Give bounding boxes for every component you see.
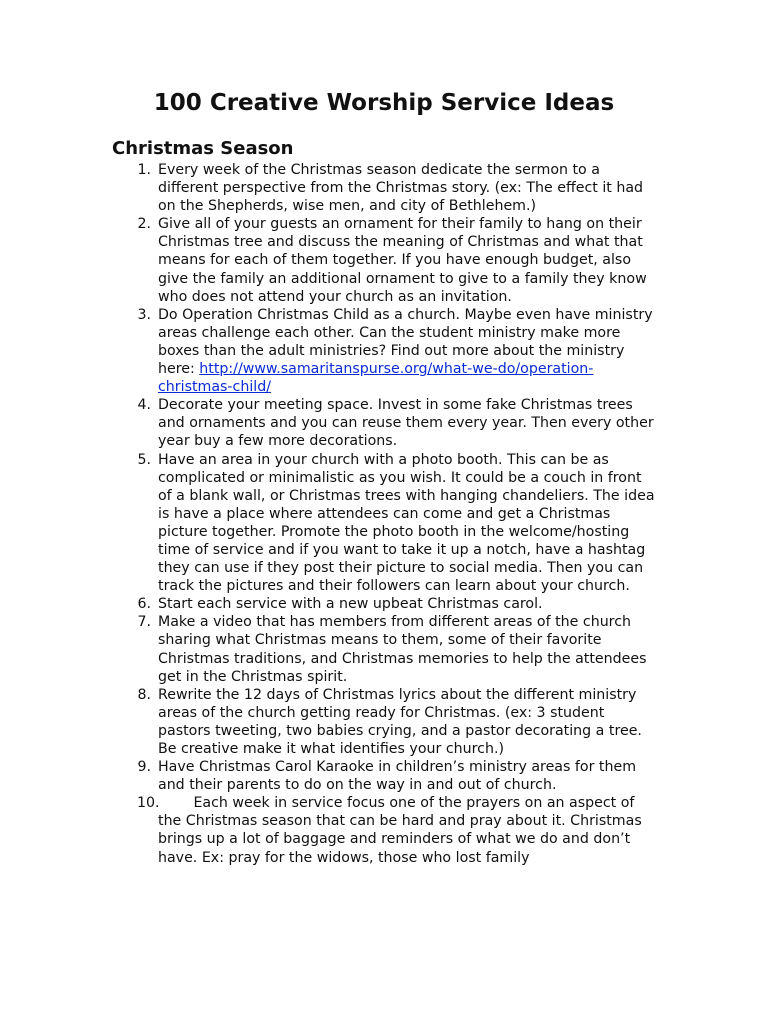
item-text: Every week of the Christmas season dedicate the sermon to a different perspective from the Christmas story. (ex: The effect it had on the Shepherds, wise men, and city of Bethlehem.): [158, 162, 644, 215]
item-number: 6.: [137, 596, 151, 613]
list-item: [0, 758, 658, 794]
item-number: 9.: [137, 759, 151, 776]
list-item: [0, 686, 658, 758]
item-text: Decorate your meeting space. Invest in some fake Christmas trees and ornaments and you can reuse them every year. Then every other year buy a few more decorations.: [158, 397, 654, 450]
item-number: 7.: [137, 614, 151, 631]
item-text: Have an area in your church with a photo booth. This can be as complicated or minimalistic as you wish. It could be a couch in front of a blank wall, or Christmas trees with hanging chandeliers. The idea is have a place where attendees can come and get a Christmas picture together. Promote the photo booth in the welcome/hosting time of service and if you want to take it up a notch, have a hashtag they can use if they post their picture to social media. Then you can track the pictures and their followers can learn about your church.: [158, 451, 655, 595]
item-text: Make a video that has members from different areas of the church sharing what Christmas means to them, some of their favorite Christmas traditions, and Christmas memories to help the attendees get in the Christmas spirit.: [158, 614, 647, 685]
list-item: [0, 794, 658, 866]
item-number: 4.: [137, 397, 151, 414]
item-text-body: Each week in service focus one of the prayers on an aspect of the Christmas season that can be hard and pray about it. Christmas brings up a lot of baggage and reminders of what we do and don’t have. Ex: pray for the widows, those who lost family: [158, 795, 642, 866]
item-number: 1.: [137, 162, 151, 178]
list-item: [0, 595, 658, 613]
samaritans-purse-link[interactable]: http://www.samaritanspurse.org/what-we-do/operation-christmas-child/: [158, 361, 594, 396]
item-text: Start each service with a new upbeat Christmas carol.: [158, 596, 543, 613]
item-text: Do Operation Christmas Child as a church. Maybe even have ministry areas challenge each other. Can the student ministry make more boxes than the adult ministries? Find out more about the ministry here:: [158, 306, 653, 378]
document-title: 100 Creative Worship Service Ideas: [153, 90, 615, 116]
list-item: [0, 161, 658, 215]
list-item: [0, 613, 658, 685]
item-number: 8.: [137, 686, 151, 703]
list-item: [0, 215, 658, 305]
list-item: [0, 306, 658, 396]
item-text: Rewrite the 12 days of Christmas lyrics about the different ministry areas of the church getting ready for Christmas. (ex: 3 student pastors tweeting, two babies crying, and a pastor decorating a tree. Be creative make it what identifies your church.): [158, 686, 642, 757]
item-number: 2.: [137, 216, 151, 233]
item-number: 3.: [137, 306, 151, 323]
list-item: [0, 396, 658, 450]
item-number: 10.: [137, 795, 160, 812]
list-item: [0, 451, 658, 596]
item-text: Have Christmas Carol Karaoke in children’s ministry areas for them and their parents to do on the way in and out of church.: [158, 759, 637, 794]
item-text: [158, 795, 642, 865]
section-heading: Christmas Season: [112, 138, 294, 159]
ideas-list: [0, 161, 768, 867]
item-text: Give all of your guests an ornament for their family to hang on their Christmas tree and discuss the meaning of Christmas and what that means for each of them together. If you have enough budget, also give the family an additional ornament to give to a family they know who does not attend your church as an invitation.: [158, 216, 647, 305]
item-number: 5.: [137, 451, 151, 468]
